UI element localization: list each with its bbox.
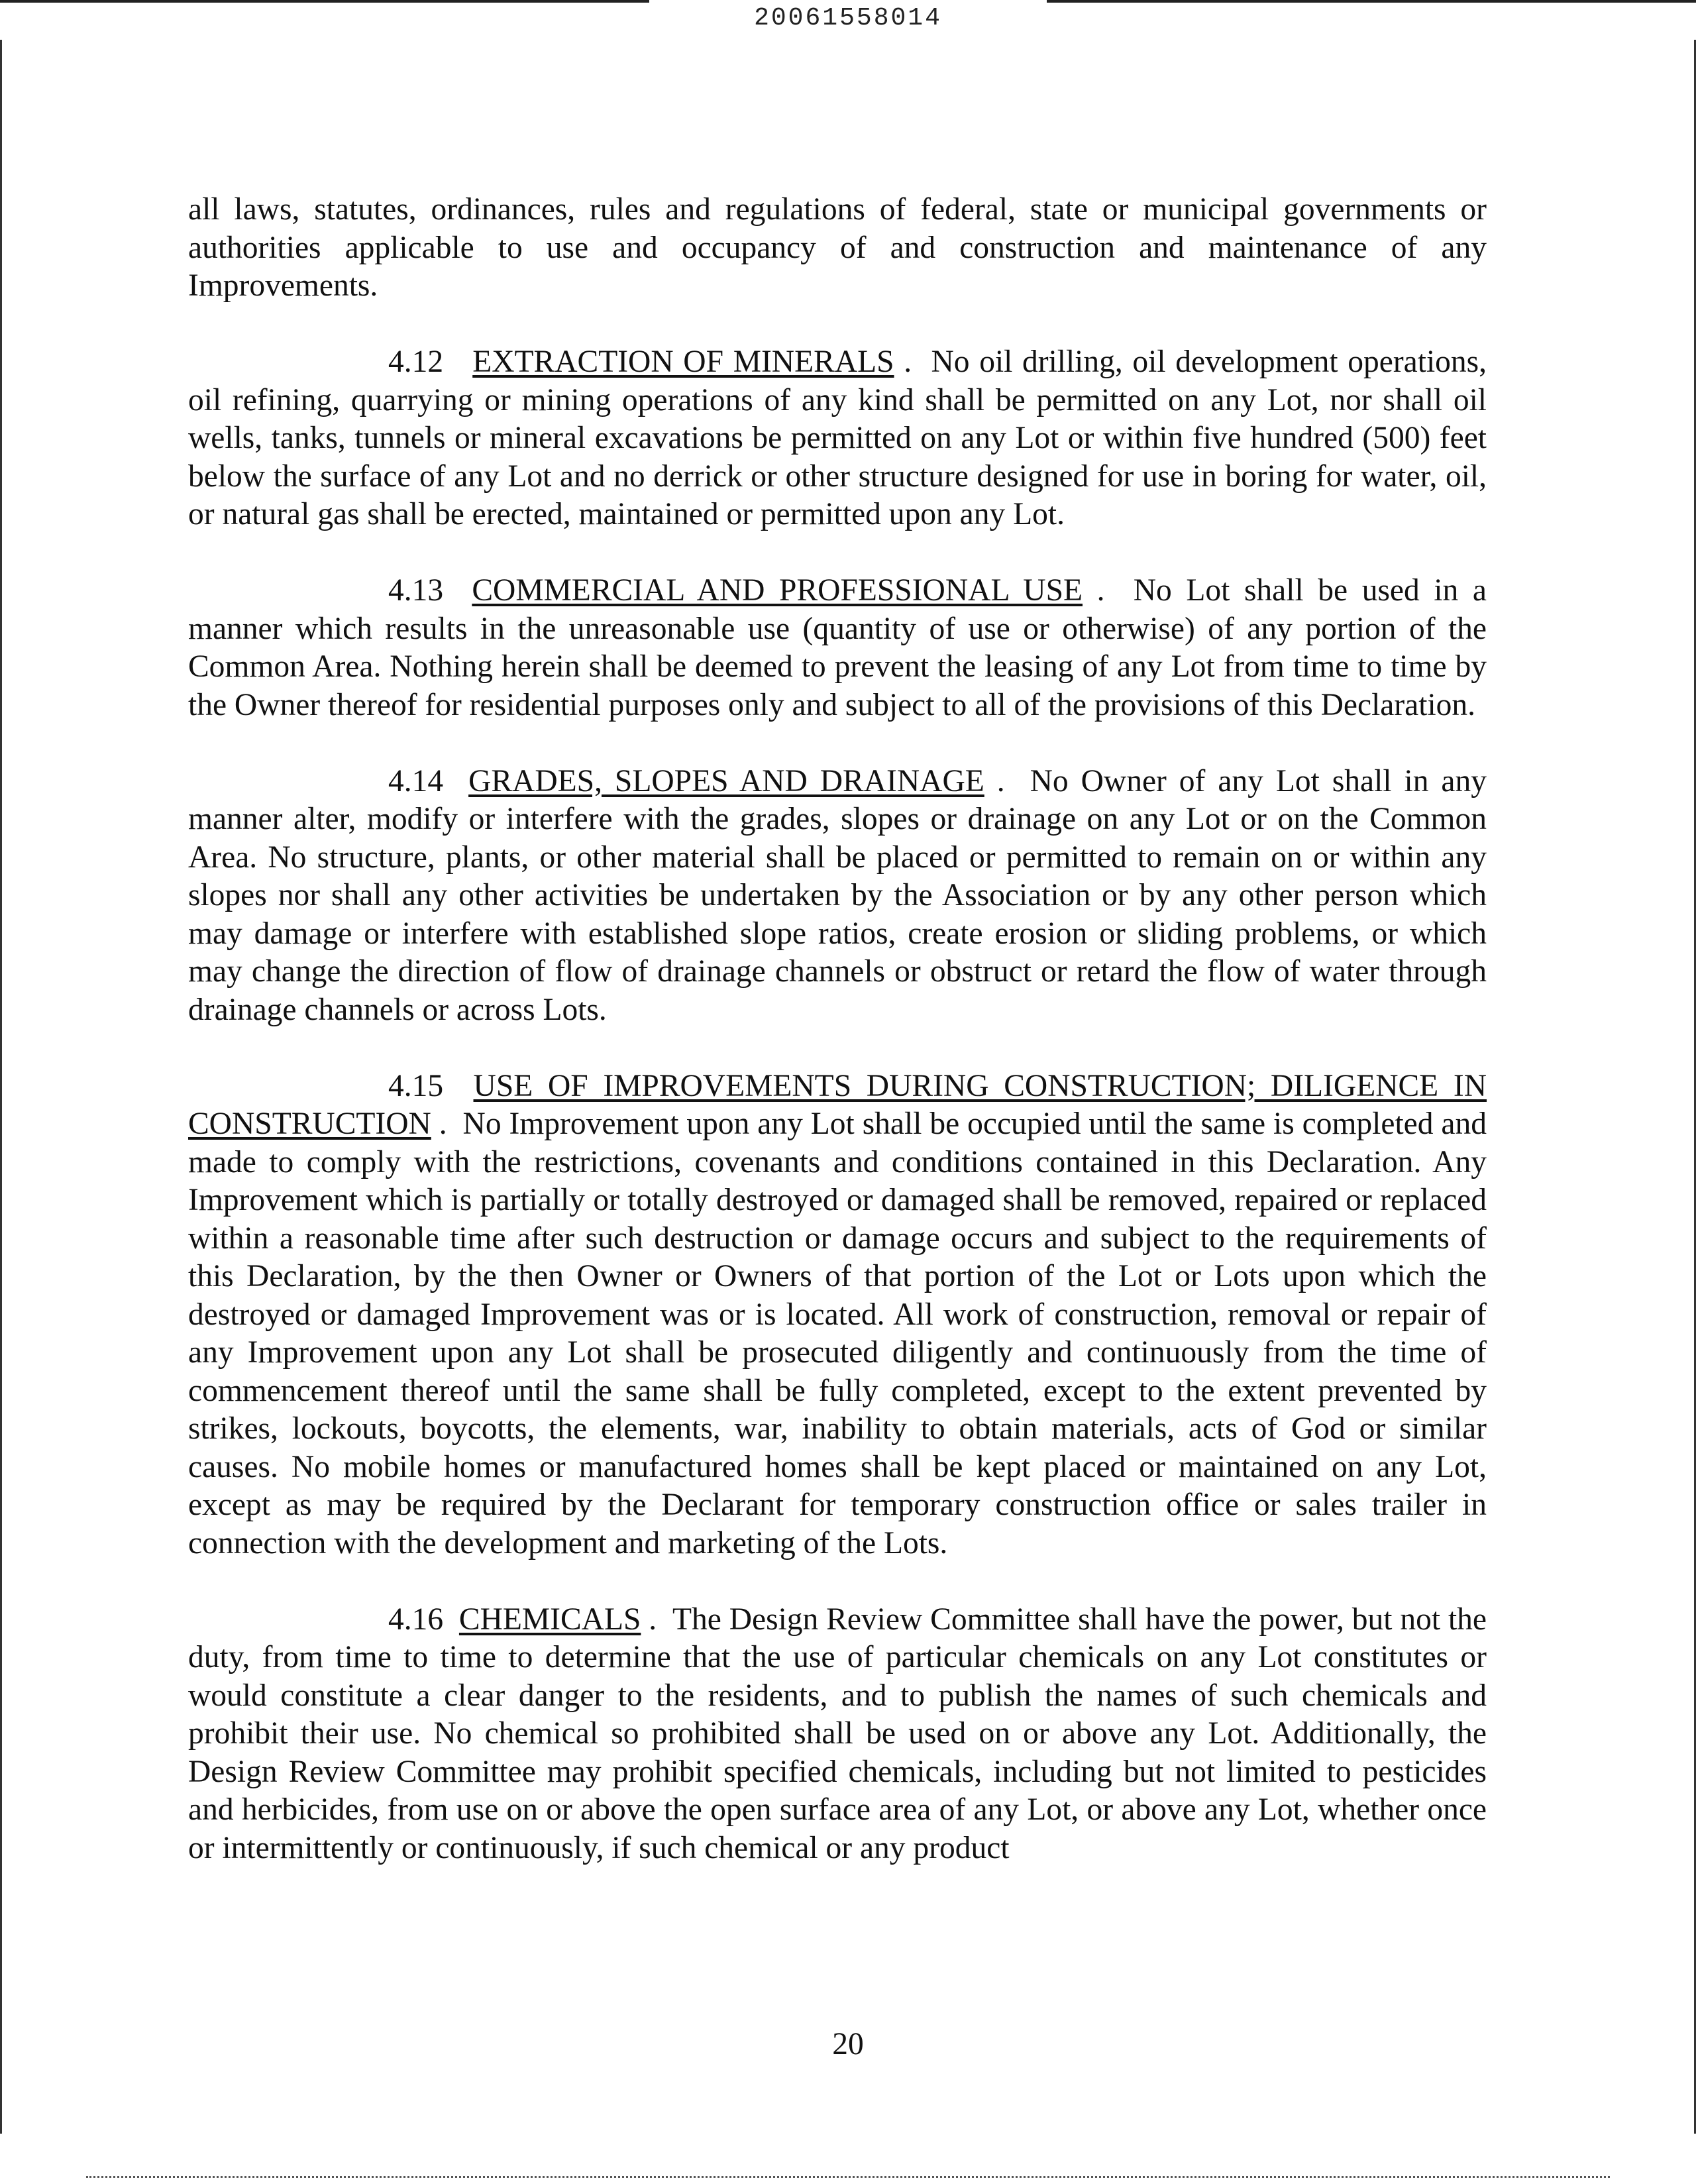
left-border-line: [0, 40, 2, 2134]
section-heading: GRADES, SLOPES AND DRAINAGE: [468, 763, 984, 798]
section-number: 4.12: [388, 345, 444, 379]
section-heading: USE OF IMPROVEMENTS DURING CONSTRUCTION; DILIGENCE IN CONSTRUCTION: [188, 1068, 1487, 1141]
section-4-15: 4.15 USE OF IMPROVEMENTS DURING CONSTRUCTION; DILIGENCE IN CONSTRUCTION . No Improvement upon any Lot shall be occupied until the same is completed and made to comply with the restrictions, covenants and conditions contained in this Declaration. Any Improvement which is partially or totally destroyed or damaged shall be removed, repaired or replaced within a reasonable time after such destruction or damage occurs and subject to the requirements of this Declaration, by the then Owner or Owners of that portion of the Lot or Lots upon which the destroyed or damaged Improvement was or is located. All work of construction, removal or repair of any Improvement upon any Lot shall be prosecuted diligently and continuously from the time of commencement thereof until the same shall be fully completed, except to the extent prevented by strikes, lockouts, boycotts, the elements, war, inability to obtain materials, acts of God or similar causes. No mobile homes or manufactured homes shall be kept placed or maintained on any Lot, except as may be required by the Declarant for temporary construction office or sales trailer in connection with the development and marketing of the Lots.: [188, 1068, 1487, 1560]
section-number: 4.15: [388, 1068, 444, 1103]
section-body: No Lot shall be used in a manner which results in the unreasonable use (quantity of use or otherwise) of any portion of the Common Area. Nothing herein shall be deemed to prevent the leasing of any Lot from time to time by the Owner thereof for residential purposes only and subject to all of the provisions of this Declaration.: [188, 573, 1487, 722]
section-4-12: 4.12 EXTRACTION OF MINERALS . No oil drilling, oil development operations, oil refining, quarrying or mining operations of any kind shall be permitted on any Lot, nor shall oil wells, tanks, tunnels or mineral excavations be permitted on any Lot or within five hundred (500) feet below the surface of any Lot and no derrick or other structure designed for use in boring for water, oil, or natural gas shall be erected, maintained or permitted upon any Lot.: [188, 345, 1487, 531]
section-4-13: 4.13 COMMERCIAL AND PROFESSIONAL USE . No Lot shall be used in a manner which results in the unreasonable use (quantity of use or otherwise) of any portion of the Common Area. Nothing herein shall be deemed to prevent the leasing of any Lot from time to time by the Owner thereof for residential purposes only and subject to all of the provisions of this Declaration.: [188, 573, 1487, 722]
page-number: 20: [832, 2027, 864, 2061]
intro-paragraph: all laws, statutes, ordinances, rules and regulations of federal, state or municipal governments or authorities applicable to use and occupancy of and construction and maintenance of any Improvements.: [188, 192, 1487, 303]
section-4-16: 4.16 CHEMICALS . The Design Review Committee shall have the power, but not the duty, from time to time to determine that the use of particular chemicals on any Lot constitutes or would constitute a clear danger to the residents, and to publish the names of such chemicals and prohibit their use. No chemical so prohibited shall be used on or above any Lot. Additionally, the Design Review Committee may prohibit specified chemicals, including but not limited to pesticides and herbicides, from use on or above the open surface area of any Lot, or above any Lot, whether once or intermittently or continuously, if such chemical or any product: [188, 1602, 1487, 1865]
section-4-14: 4.14 GRADES, SLOPES AND DRAINAGE . No Owner of any Lot shall in any manner alter, modify or interfere with the grades, slopes or drainage on any Lot or on the Common Area. No structure, plants, or other material shall be placed or permitted to remain on or within any slopes nor shall any other activities be undertaken by the Association or by any other person which may damage or interfere with established slope ratios, create erosion or sliding problems, or which may change the direction of flow of drainage channels or obstruct or retard the flow of water through drainage channels or across Lots.: [188, 763, 1487, 1027]
document-number: 20061558014: [754, 4, 942, 32]
header-rule-right: [1047, 0, 1696, 3]
section-body: No Owner of any Lot shall in any manner alter, modify or interfere with the grades, slopes or drainage on any Lot or on the Common Area. No structure, plants, or other material shall be placed or permitted to remain on or within any slopes nor shall any other activities be undertaken by the Association or by any other person which may damage or interfere with established slope ratios, create erosion or sliding problems, or which may change the direction of flow of drainage channels or obstruct or retard the flow of water through drainage channels or across Lots.: [188, 763, 1487, 1027]
section-heading: COMMERCIAL AND PROFESSIONAL USE: [472, 573, 1083, 608]
section-heading: EXTRACTION OF MINERALS: [472, 345, 894, 379]
section-number: 4.16: [388, 1602, 444, 1637]
section-heading: CHEMICALS: [458, 1602, 641, 1637]
section-body: No oil drilling, oil development operations, oil refining, quarrying or mining operations of any kind shall be permitted on any Lot, nor shall oil wells, tanks, tunnels or mineral excavations be permitted on any Lot or within five hundred (500) feet below the surface of any Lot and no derrick or other structure designed for use in boring for water, oil, or natural gas shall be erected, maintained or permitted upon any Lot.: [188, 345, 1487, 531]
section-number: 4.14: [388, 763, 444, 798]
section-number: 4.13: [388, 573, 444, 608]
section-body: The Design Review Committee shall have the power, but not the duty, from time to time to determine that the use of particular chemicals on any Lot constitutes or would constitute a clear danger to the residents, and to publish the names of such chemicals and prohibit their use. No chemical so prohibited shall be used on or above any Lot. Additionally, the Design Review Committee may prohibit specified chemicals, including but not limited to pesticides and herbicides, from use on or above the open surface area of any Lot, or above any Lot, whether once or intermittently or continuously, if such chemical or any product: [188, 1602, 1487, 1865]
header-rule-left: [0, 0, 649, 3]
section-body: No Improvement upon any Lot shall be occupied until the same is completed and made to comply with the restrictions, covenants and conditions contained in this Declaration. Any Improvement which is partially or totally destroyed or damaged shall be removed, repaired or replaced within a reasonable time after such destruction or damage occurs and subject to the requirements of this Declaration, by the then Owner or Owners of that portion of the Lot or Lots upon which the destroyed or damaged Improvement was or is located. All work of construction, removal or repair of any Improvement upon any Lot shall be prosecuted diligently and continuously from the time of commencement thereof until the same shall be fully completed, except to the extent prevented by strikes, lockouts, boycotts, the elements, war, inability to obtain materials, acts of God or similar causes. No mobile homes or manufactured homes shall be kept placed or maintained on any Lot, except as may be required by the Declarant for temporary construction office or sales trailer in connection with the development and marketing of the Lots.: [188, 1107, 1487, 1560]
document-body: [188, 191, 1487, 1906]
footer-scan-artifact: [86, 2176, 1610, 2178]
